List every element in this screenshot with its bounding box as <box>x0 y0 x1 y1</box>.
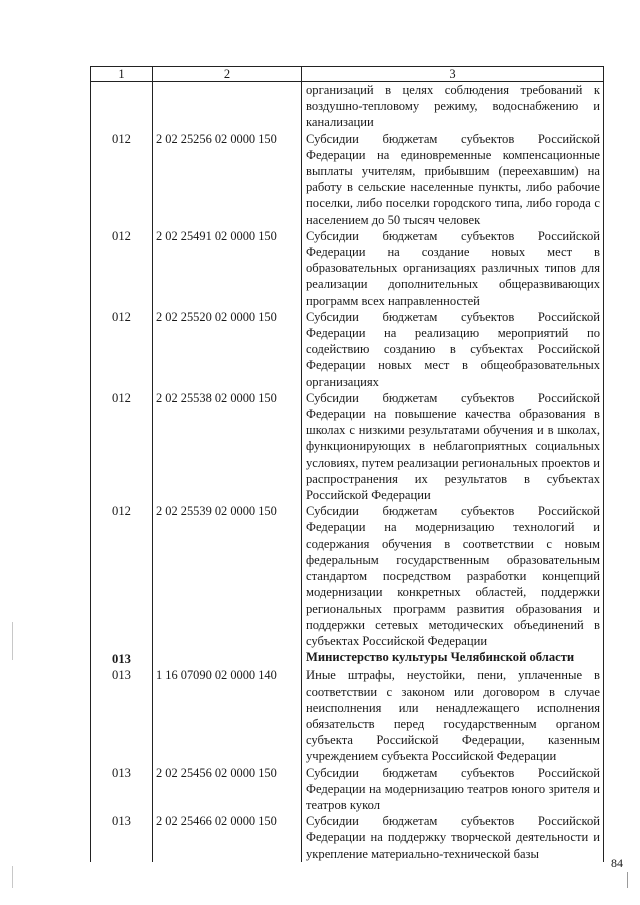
admin-code-cell: 012 <box>91 131 153 228</box>
description-cell: Субсидии бюджетам субъектов Российской Федерации на модернизацию технологий и содержания обучения в соответствии с новым федеральным государственным образовательным стандартом посредством разработки концепций модернизации конкретных областей, поддержки региональных программ развития образования и поддержки сетевых методических объединений в субъектах Российской Федерации <box>302 503 604 649</box>
admin-code-cell: 012 <box>91 390 153 503</box>
admin-code-cell: 013 <box>91 813 153 862</box>
description-cell: Субсидии бюджетам субъектов Российской Федерации на реализацию мероприятий по содействию созданию в субъектах Российской Федерации новых мест в общеобразовательных организациях <box>302 309 604 390</box>
description-cell: Иные штрафы, неустойки, пени, уплаченные в соответствии с законом или договором в случае неисполнения или ненадлежащего исполнения обязательств перед государственным органом субъекта Российской Федерации, казенным учреждением субъекта Российской Федерации <box>302 667 604 764</box>
table-row <box>91 131 604 228</box>
admin-code-cell: 013 <box>91 765 153 814</box>
table-row <box>91 228 604 309</box>
table-row <box>91 667 604 764</box>
scan-edge-mark <box>627 872 628 888</box>
admin-code-cell: 013 <box>91 667 153 764</box>
description-cell: Субсидии бюджетам субъектов Российской Федерации на модернизацию театров юного зрителя и театров кукол <box>302 765 604 814</box>
table-header-row <box>91 67 604 82</box>
budget-code-cell: 2 02 25256 02 0000 150 <box>153 131 302 228</box>
table-row <box>91 82 604 131</box>
section-heading-row <box>91 649 604 667</box>
admin-code-cell: 012 <box>91 309 153 390</box>
budget-code-cell: 2 02 25538 02 0000 150 <box>153 390 302 503</box>
admin-code-cell: 012 <box>91 503 153 649</box>
description-cell: организаций в целях соблюдения требований к воздушно-тепловому режиму, водоснабжению и канализации <box>302 82 604 131</box>
budget-code-cell: 2 02 25466 02 0000 150 <box>153 813 302 862</box>
budget-code-cell: 2 02 25520 02 0000 150 <box>153 309 302 390</box>
column-header-2: 2 <box>153 67 302 82</box>
budget-code-cell: 2 02 25491 02 0000 150 <box>153 228 302 309</box>
budget-code-cell: 2 02 25456 02 0000 150 <box>153 765 302 814</box>
admin-code-cell <box>91 82 153 131</box>
table-row <box>91 813 604 862</box>
column-header-3: 3 <box>302 67 604 82</box>
column-header-1: 1 <box>91 67 153 82</box>
budget-code-cell <box>153 649 302 667</box>
budget-code-cell: 1 16 07090 02 0000 140 <box>153 667 302 764</box>
budget-code-cell <box>153 82 302 131</box>
description-cell: Субсидии бюджетам субъектов Российской Федерации на повышение качества образования в школах с низкими результатами обучения и в школах, функционирующих в неблагоприятных социальных условиях, путем реализации региональных проектов и распространения их результатов в субъектах Российской Федерации <box>302 390 604 503</box>
description-cell: Субсидии бюджетам субъектов Российской Федерации на поддержку творческой деятельности и укрепление материально-технической базы <box>302 813 604 862</box>
budget-classification-table <box>90 66 604 862</box>
budget-code-cell: 2 02 25539 02 0000 150 <box>153 503 302 649</box>
table-row <box>91 503 604 649</box>
table-row <box>91 309 604 390</box>
scan-margin-mark <box>12 866 13 888</box>
scan-margin-mark <box>12 622 13 660</box>
description-cell: Субсидии бюджетам субъектов Российской Федерации на создание новых мест в образовательных организациях различных типов для реализации дополнительных общеразвивающих программ всех направленностей <box>302 228 604 309</box>
section-admin-code: 013 <box>91 649 153 667</box>
table-row <box>91 390 604 503</box>
admin-code-cell: 012 <box>91 228 153 309</box>
section-title: Министерство культуры Челябинской области <box>302 649 604 667</box>
table-row <box>91 765 604 814</box>
description-cell: Субсидии бюджетам субъектов Российской Федерации на единовременные компенсационные выплаты учителям, прибывшим (переехавшим) на работу в сельские населенные пункты, либо рабочие поселки, либо поселки городского типа, либо города с населением до 50 тысяч человек <box>302 131 604 228</box>
page-number: 84 <box>611 856 623 870</box>
